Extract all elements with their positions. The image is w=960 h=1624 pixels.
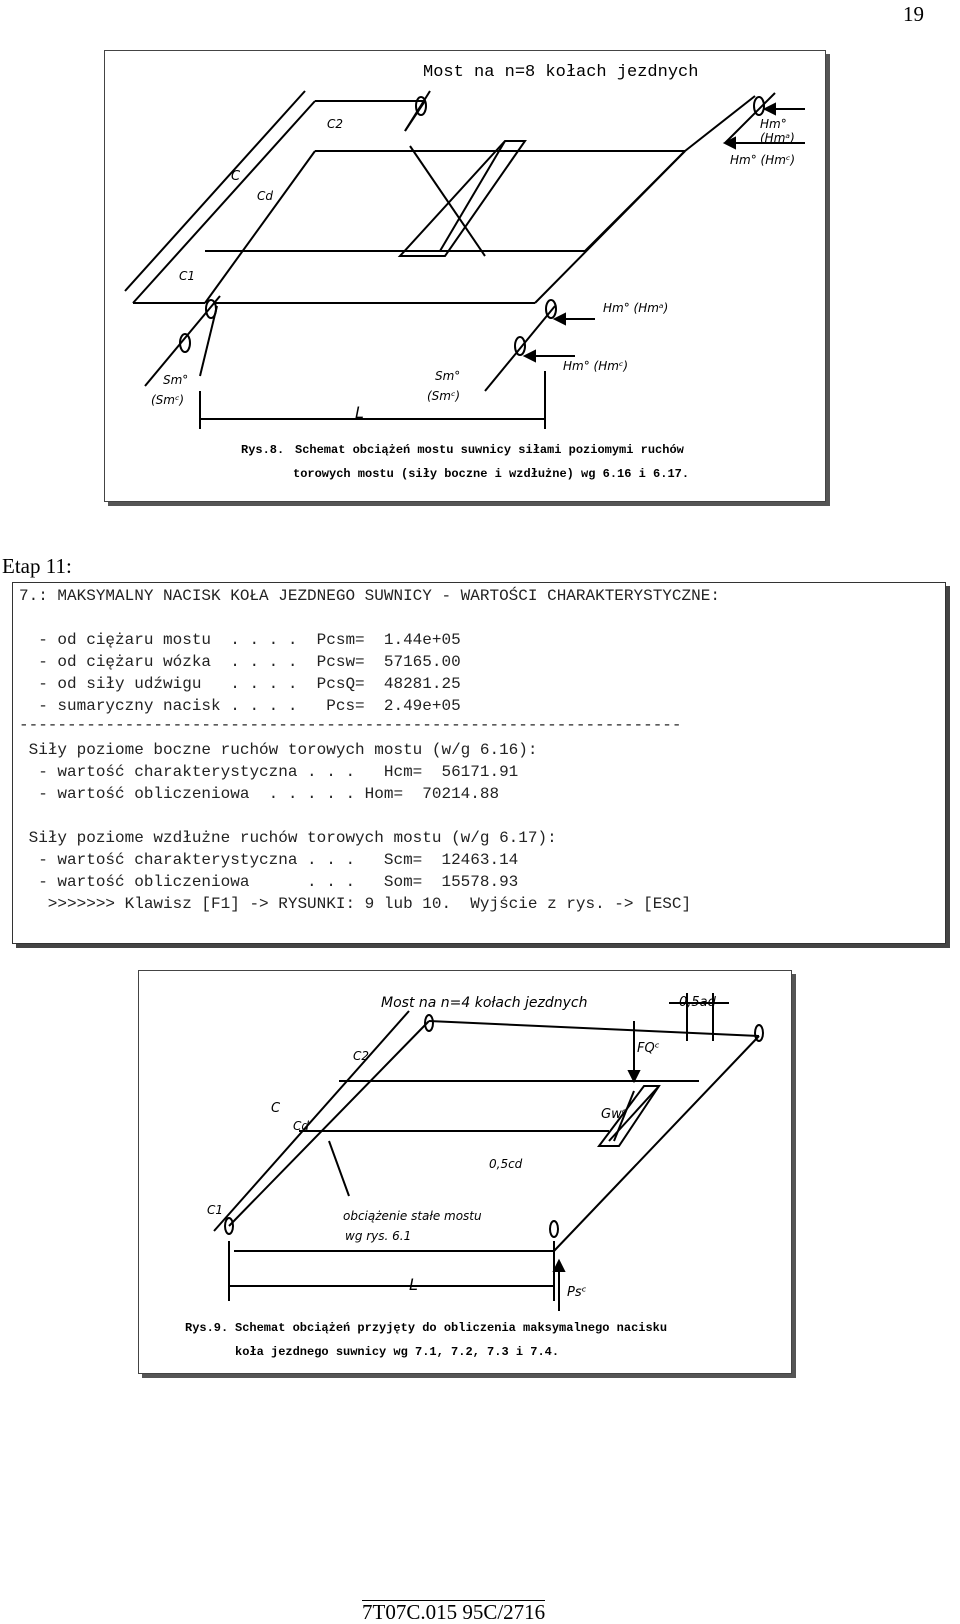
figure-8-drawing bbox=[105, 51, 825, 501]
label-ps: Psᶜ bbox=[567, 1285, 587, 1300]
console-line: - od siły udźwigu . . . . PcsQ= 48281.25 bbox=[19, 675, 461, 693]
figure-8-caption-label: Rys.8. bbox=[241, 443, 285, 457]
label-cd: Cd bbox=[257, 189, 273, 203]
label-c: C bbox=[231, 169, 241, 184]
label-c: C bbox=[271, 1101, 281, 1116]
figure-9-drawing bbox=[139, 971, 791, 1373]
page-number: 19 bbox=[903, 2, 924, 26]
label-fq: FQᶜ bbox=[637, 1041, 660, 1056]
console-line: - wartość obliczeniowa . . . Som= 15578.93 bbox=[19, 873, 519, 891]
console-divider: --------------------------------------------------------------------- bbox=[19, 716, 682, 734]
label-hm-bottom-c: Hm° (Hmᶜ) bbox=[563, 359, 629, 373]
label-hm-top-a: Hm° (Hmᵃ) bbox=[760, 117, 795, 145]
load-note-line2: wg rys. 6.1 bbox=[345, 1229, 412, 1243]
label-c2: C2 bbox=[353, 1049, 370, 1063]
label-gw: Gwᶜ bbox=[601, 1107, 627, 1122]
console-line: - wartość charakterystyczna . . . Scm= 12463.14 bbox=[19, 851, 519, 869]
label-half-ad: 0,5ad bbox=[679, 995, 716, 1010]
console-output bbox=[12, 582, 946, 944]
console-line: - od ciężaru mostu . . . . Pcsm= 1.44e+05 bbox=[19, 631, 461, 649]
console-prompt-line: >>>>>>> Klawisz [F1] -> RYSUNKI: 9 lub 10. Wyjście z rys. -> [ESC] bbox=[19, 895, 692, 913]
figure-8-caption-line1: Schemat obciążeń mostu suwnicy siłami poziomymi ruchów bbox=[295, 443, 684, 457]
label-sm-left-c: (Smᶜ) bbox=[151, 393, 185, 407]
console-line: Siły poziome wzdłużne ruchów torowych mostu (w/g 6.17): bbox=[19, 829, 557, 847]
figure-8 bbox=[104, 50, 826, 502]
label-c1: C1 bbox=[207, 1203, 224, 1217]
label-hm-top-c: Hm° (Hmᶜ) bbox=[730, 153, 796, 167]
label-span-l: L bbox=[355, 403, 364, 422]
etap-heading: Etap 11: bbox=[2, 554, 72, 578]
label-sm-mid-c: (Smᶜ) bbox=[427, 389, 461, 403]
figure-8-title: Most na n=8 kołach jezdnych bbox=[423, 63, 699, 82]
console-line: - wartość charakterystyczna . . . Hcm= 56171.91 bbox=[19, 763, 519, 781]
label-c1: C1 bbox=[179, 269, 196, 283]
figure-8-caption-line2: torowych mostu (siły boczne i wzdłużne) wg 6.16 i 6.17. bbox=[293, 467, 690, 481]
label-sm-left: Sm° bbox=[163, 373, 189, 387]
console-line: 7.: MAKSYMALNY NACISK KOŁA JEZDNEGO SUWNICY - WARTOŚCI CHARAKTERYSTYCZNE: bbox=[19, 587, 720, 605]
figure-9-caption-line1: Schemat obciążeń przyjęty do obliczenia maksymalnego nacisku bbox=[235, 1321, 668, 1335]
console-line: - sumaryczny nacisk . . . . Pcs= 2.49e+05 bbox=[19, 697, 461, 715]
label-sm-mid: Sm° bbox=[435, 369, 461, 383]
console-line: Siły poziome boczne ruchów torowych mostu (w/g 6.16): bbox=[19, 741, 538, 759]
label-c2: C2 bbox=[327, 117, 344, 131]
figure-9-caption-label: Rys.9. bbox=[185, 1321, 229, 1335]
load-note-line1: obciążenie stałe mostu bbox=[343, 1209, 482, 1223]
figure-9-caption-line2: koła jezdnego suwnicy wg 7.1, 7.2, 7.3 i 7.4. bbox=[235, 1345, 560, 1359]
figure-9 bbox=[138, 970, 792, 1374]
label-hm-bottom-a: Hm° (Hmᵃ) bbox=[603, 301, 669, 315]
label-half-cd: 0,5cd bbox=[489, 1157, 523, 1171]
footer-code: 7T07C.015 95C/2716 bbox=[362, 1600, 546, 1624]
console-line: - wartość obliczeniowa . . . . . Hom= 70214.88 bbox=[19, 785, 500, 803]
figure-9-title: Most na n=4 kołach jezdnych bbox=[381, 995, 588, 1011]
console-line: - od ciężaru wózka . . . . Pcsw= 57165.00 bbox=[19, 653, 461, 671]
label-span-l: L bbox=[409, 1275, 418, 1294]
label-cd: Cd bbox=[293, 1119, 309, 1133]
